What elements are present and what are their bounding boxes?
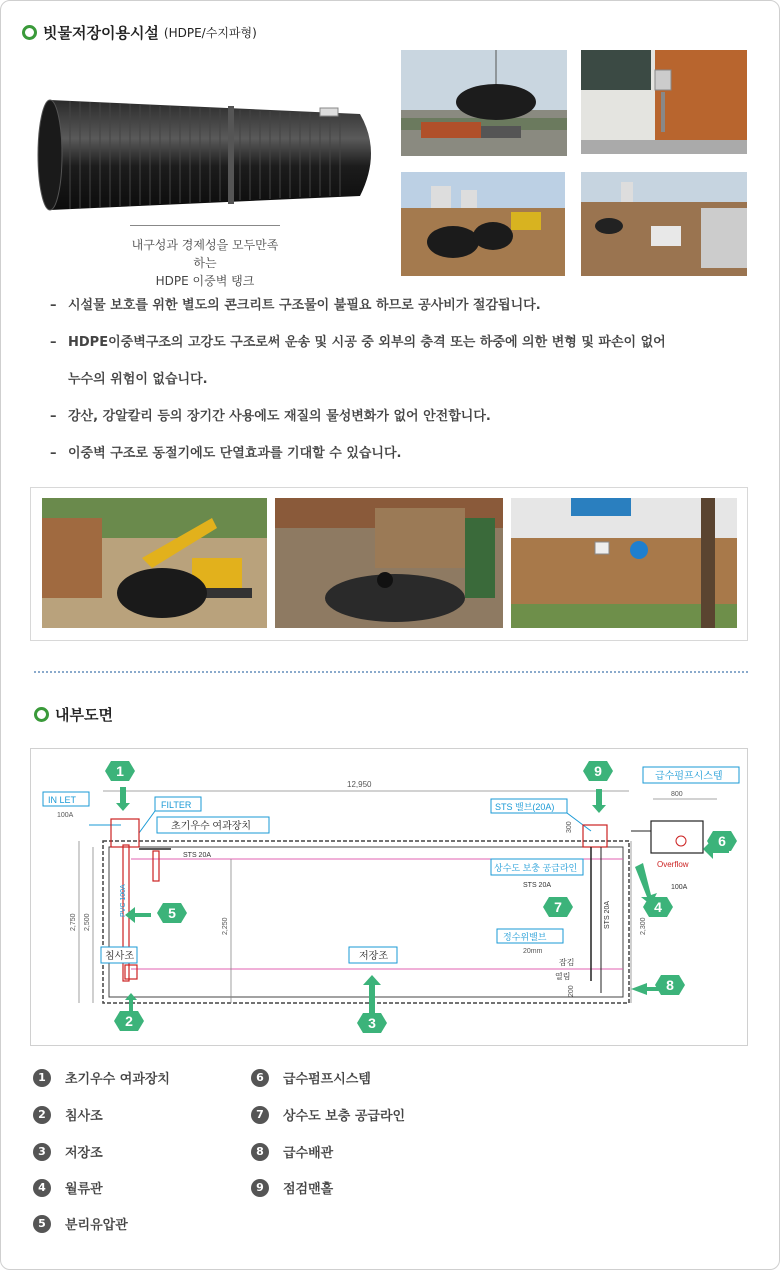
legend-item	[251, 1178, 333, 1197]
legend-item	[33, 1178, 103, 1197]
circle-bullet-icon	[22, 25, 37, 40]
bullet-dash: –	[50, 409, 57, 424]
hdpe-tank-image	[30, 92, 390, 212]
photo-excavator-install	[42, 498, 267, 628]
svg-text:7: 7	[554, 899, 562, 915]
legend-item	[251, 1142, 333, 1161]
legend-number: 7	[251, 1106, 269, 1124]
marker-5	[157, 903, 187, 923]
photo-control-box-wall	[581, 50, 747, 154]
inlet-size: 100A	[57, 812, 74, 819]
bullet-dash: –	[50, 446, 57, 461]
svg-text:6: 6	[718, 833, 726, 849]
legend-label: 상수도 보충 공급라인	[283, 1109, 406, 1124]
marker-1	[105, 761, 135, 781]
feature-item	[50, 407, 750, 444]
section-title-text: 빗물저장이용시설	[43, 24, 159, 42]
legend-label: 분리유압관	[65, 1218, 128, 1233]
sedimentation-label: 침사조	[105, 951, 134, 962]
legend-number: 6	[251, 1069, 269, 1087]
overflow-label: Overflow	[657, 860, 689, 869]
storage-label: 저장조	[359, 951, 388, 962]
photo-excavation-site	[581, 172, 747, 276]
open-label: 열림	[555, 972, 571, 981]
marker-6	[707, 831, 737, 851]
marker-8	[655, 975, 685, 995]
legend-number: 1	[33, 1069, 51, 1087]
legend-label: 초기우수 여과장치	[65, 1072, 170, 1087]
legend-number: 4	[33, 1179, 51, 1197]
marker-9	[583, 761, 613, 781]
feature-text: 이중벽 구조로 동절기에도 단열효과를 기대할 수 있습니다.	[68, 446, 402, 461]
caption-line-2: HDPE 이중벽 탱크	[155, 274, 255, 288]
marker-2	[114, 1011, 144, 1031]
size-20mm-label: 20mm	[523, 948, 543, 955]
circle-bullet-icon	[34, 707, 49, 722]
section-title-rainwater	[22, 22, 257, 43]
feature-item	[50, 333, 750, 370]
diagram-legend	[33, 1068, 753, 1258]
feature-item	[50, 444, 750, 481]
legend-label: 급수펌프시스템	[283, 1072, 371, 1087]
legend-number: 8	[251, 1143, 269, 1161]
overflow-size-label: 100A	[671, 884, 688, 891]
feature-text: 강산, 강알칼리 등의 장기간 사용에도 재질의 물성변화가 없어 안전합니다.	[68, 409, 491, 424]
dim-2500: 2,500	[84, 913, 91, 931]
legend-label: 월류관	[65, 1182, 103, 1197]
legend-label: 급수배관	[283, 1146, 334, 1161]
svg-text:4: 4	[654, 899, 662, 915]
photo-two-tanks-site	[401, 172, 565, 276]
legend-number: 5	[33, 1215, 51, 1233]
bullet-dash: –	[50, 298, 57, 313]
section-title-text: 내부도면	[55, 706, 113, 724]
dim-300: 300	[566, 821, 573, 833]
svg-text:9: 9	[594, 763, 602, 779]
sts-20a-label: STS 20A	[523, 882, 552, 889]
legend-item	[251, 1068, 371, 1087]
closed-label: 잠김	[559, 958, 575, 967]
internal-drawing-diagram	[30, 748, 748, 1046]
legend-number: 3	[33, 1143, 51, 1161]
dim-2750: 2,750	[70, 913, 77, 931]
pump-width-label: 800	[671, 791, 683, 798]
pvc-label: PVC 100A	[120, 884, 127, 917]
legend-item	[251, 1105, 405, 1124]
legend-number: 9	[251, 1179, 269, 1197]
tank-caption	[130, 225, 280, 290]
filter-label: FILTER	[161, 800, 192, 810]
sts-pipe-label: STS 20A	[183, 852, 212, 859]
float-valve-label: 정수위밸브	[503, 932, 547, 942]
dim-200: 200	[568, 985, 575, 997]
dim-2250: 2,250	[222, 917, 229, 935]
photo-pipe-connection	[275, 498, 503, 628]
filter-device-label: 초기우수 여과장치	[171, 821, 252, 832]
dim-2300: 2,300	[640, 917, 647, 935]
section-subtitle: (HDPE/수지파형)	[163, 26, 257, 40]
feature-item	[50, 296, 750, 333]
caption-line-1: 내구성과 경제성을 모두만족하는	[131, 238, 279, 270]
section-divider	[34, 671, 748, 673]
legend-number: 2	[33, 1106, 51, 1124]
feature-list	[50, 296, 750, 481]
legend-item	[33, 1214, 128, 1233]
feature-item-continued	[50, 370, 750, 407]
feature-text: 누수의 위험이 없습니다.	[68, 372, 208, 387]
svg-text:3: 3	[368, 1015, 376, 1031]
feature-text: HDPE이중벽구조의 고강도 구조로써 운송 및 시공 중 외부의 충격 또는 하중에 의한 변형 및 파손이 없어	[68, 335, 666, 350]
section-title-internal-drawing	[34, 704, 113, 725]
legend-label: 점검맨홀	[283, 1182, 334, 1197]
feature-text: 시설물 보호를 위한 별도의 콘크리트 구조물이 불필요 하므로 공사비가 절감됩니다.	[68, 298, 541, 313]
pump-system-label: 급수펌프시스템	[655, 771, 723, 782]
marker-3	[357, 1013, 387, 1033]
inlet-label: IN LET	[48, 795, 77, 805]
legend-label: 침사조	[65, 1109, 103, 1124]
photo-wall-mounted-pump	[511, 498, 737, 628]
svg-text:1: 1	[116, 763, 124, 779]
total-width-label: 12,950	[347, 780, 372, 789]
svg-text:2: 2	[125, 1013, 133, 1029]
legend-item	[33, 1142, 103, 1161]
sts-valve-label: STS 밸브(20A)	[495, 802, 555, 812]
sts-20a-vertical-label: STS 20A	[604, 900, 611, 929]
svg-text:5: 5	[168, 905, 176, 921]
legend-item	[33, 1068, 170, 1087]
legend-label: 저장조	[65, 1146, 103, 1161]
water-supply-line-label: 상수도 보충 공급라인	[494, 863, 578, 873]
photo-crane-tank	[401, 50, 567, 156]
bullet-dash: –	[50, 335, 57, 350]
marker-7	[543, 897, 573, 917]
svg-text:8: 8	[666, 977, 674, 993]
legend-item	[33, 1105, 103, 1124]
marker-4	[643, 897, 673, 917]
